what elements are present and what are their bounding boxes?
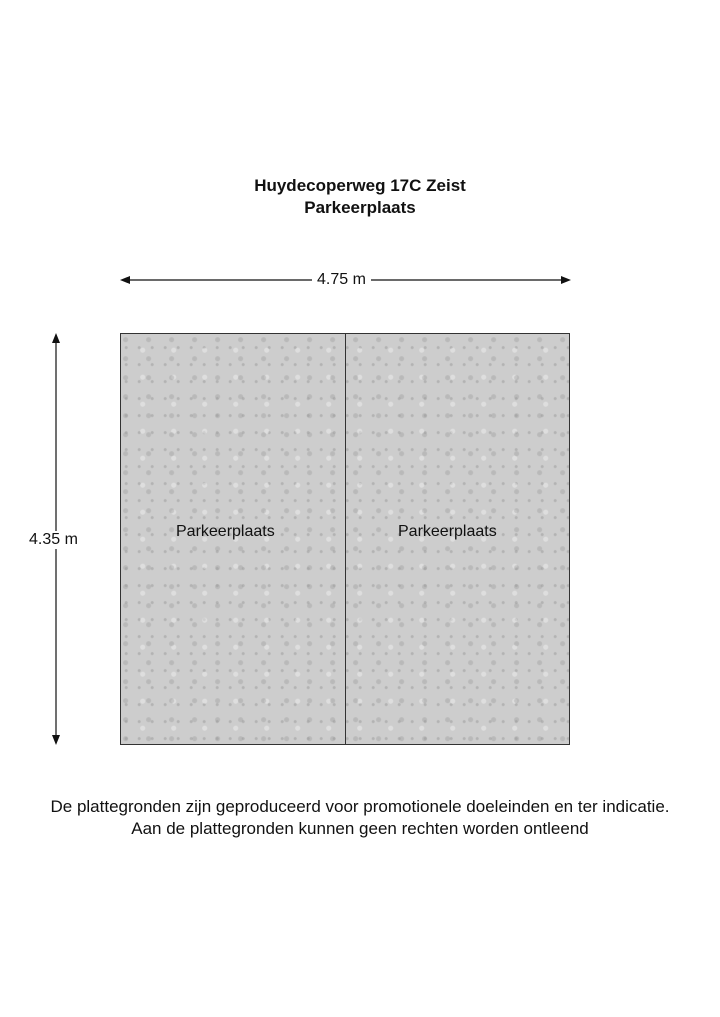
width-label: 4.75 m: [312, 271, 371, 289]
arrow-left-icon: [120, 276, 130, 284]
arrow-right-icon: [561, 276, 571, 284]
parking-divider: [345, 333, 346, 745]
disclaimer-line-2: Aan de plattegronden kunnen geen rechten worden ontleend: [131, 819, 589, 838]
plan-title: Huydecoperweg 17C Zeist: [254, 176, 466, 195]
room-label: Parkeerplaats: [398, 523, 497, 540]
plan-subtitle: Parkeerplaats: [304, 198, 416, 217]
arrow-down-icon: [52, 735, 60, 745]
arrow-up-icon: [52, 333, 60, 343]
disclaimer-line-1: De plattegronden zijn geproduceerd voor promotionele doeleinden en ter indicatie.: [50, 797, 670, 816]
height-label: 4.35 m: [24, 531, 83, 549]
room-label: Parkeerplaats: [176, 523, 275, 540]
